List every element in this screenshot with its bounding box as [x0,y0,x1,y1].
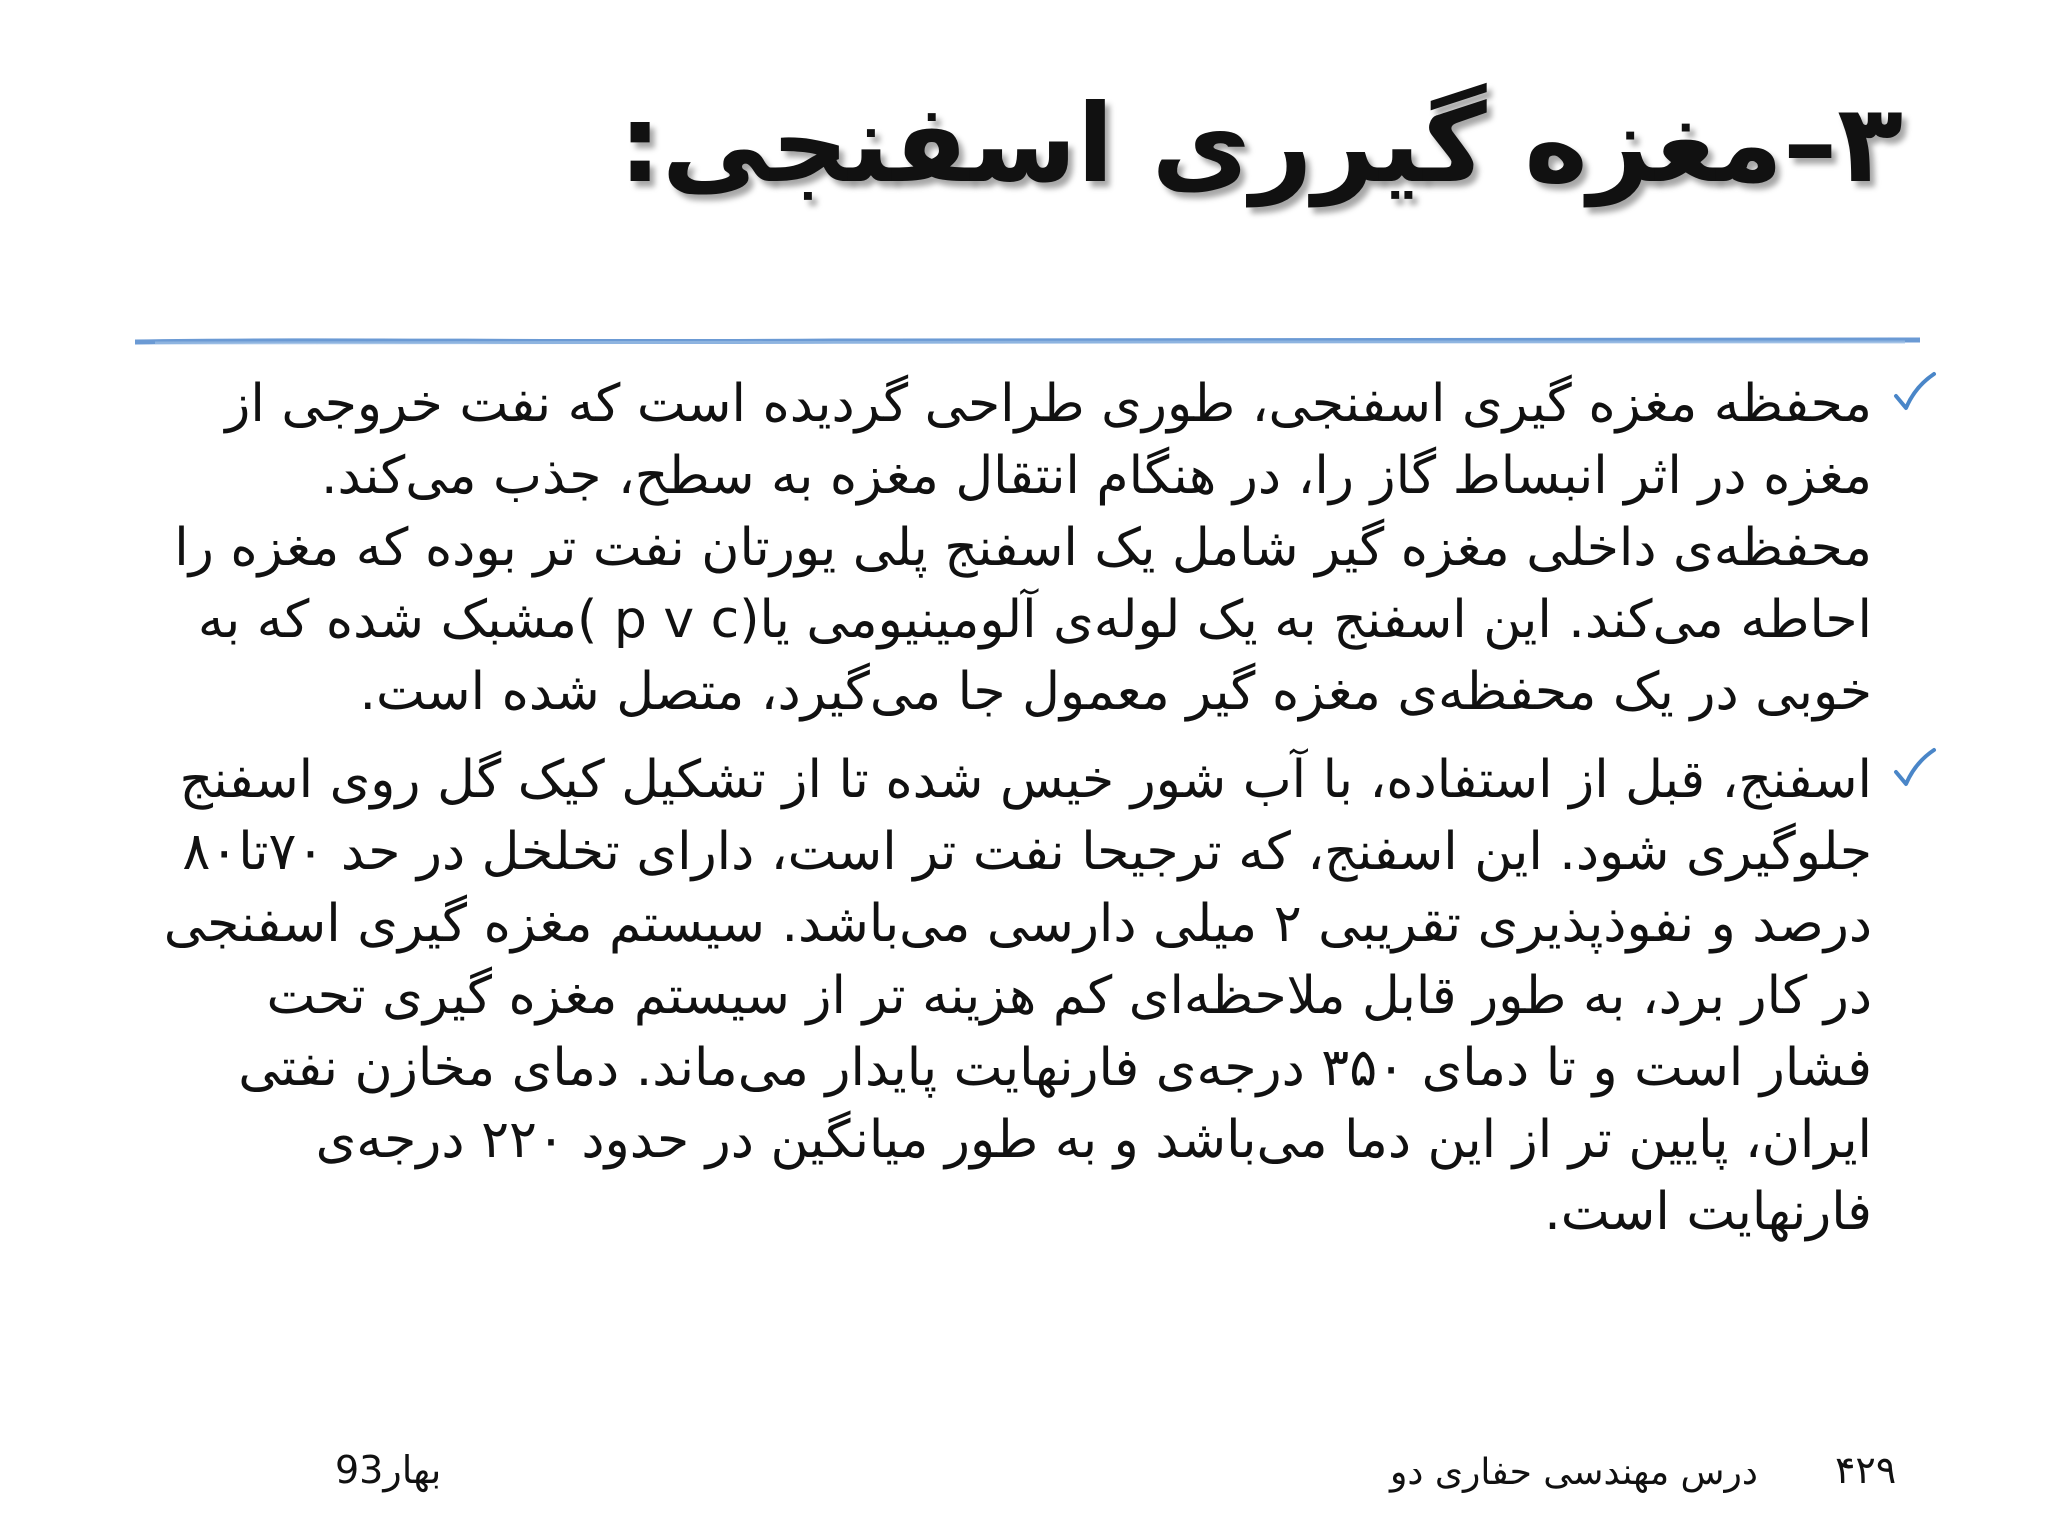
bullet-text: محفظه مغزه گیری اسفنجی، طوری طراحی گردیده است که نفت خروجی از مغزه در اثر انبساط گاز را، در هنگام انتقال مغزه به سطح، جذب می‌کند. محفظه‌ی داخلی مغزه گیر شامل یک اسفنج پلی یورتان نفت تر بوده که مغزه را احاطه می‌کند. این اسفنج به یک لوله‌ی آلومینیومی یا(p v c )مشبک شده که به خوبی در یک محفظه‌ی مغزه گیر معمول جا می‌گیرد، متصل شده است. [174,374,1872,722]
bullet-text: اسفنج، قبل از استفاده، با آب شور خیس شده تا از تشکیل کیک گل روی اسفنج جلوگیری شود. این اسفنج، که ترجیحا نفت تر است، دارای تخلخل در حد ۷۰تا۸۰ درصد و نفوذپذیری تقریبی ۲ میلی دارسی می‌باشد. سیستم مغزه گیری اسفنجی در کار برد، به طور قابل ملاحظه‌ای کم هزینه تر از سیستم مغزه گیری تحت فشار است و تا دمای ۳۵۰ درجه‌ی فارنهایت پایدار می‌ماند. دمای مخازن نفتی ایران، پایین تر از این دما می‌باشد و به طور میانگین در حدود ۲۲۰ درجه‌ی فارنهایت است. [163,750,1872,1242]
slide-title: ۳–مغزه گیرری اسفنجی: [618,82,1903,207]
title-divider [135,336,1920,346]
page-number: ۴۲۹ [1835,1448,1897,1492]
footer-season: بهار93 [335,1448,442,1492]
checkmark-icon [1890,370,1938,418]
bullet-item [140,744,1900,1248]
bullet-list [140,368,1900,1264]
checkmark-icon [1890,746,1938,794]
footer-course-name: درس مهندسی حفاری دو [1390,1452,1758,1493]
bullet-item [140,368,1900,728]
